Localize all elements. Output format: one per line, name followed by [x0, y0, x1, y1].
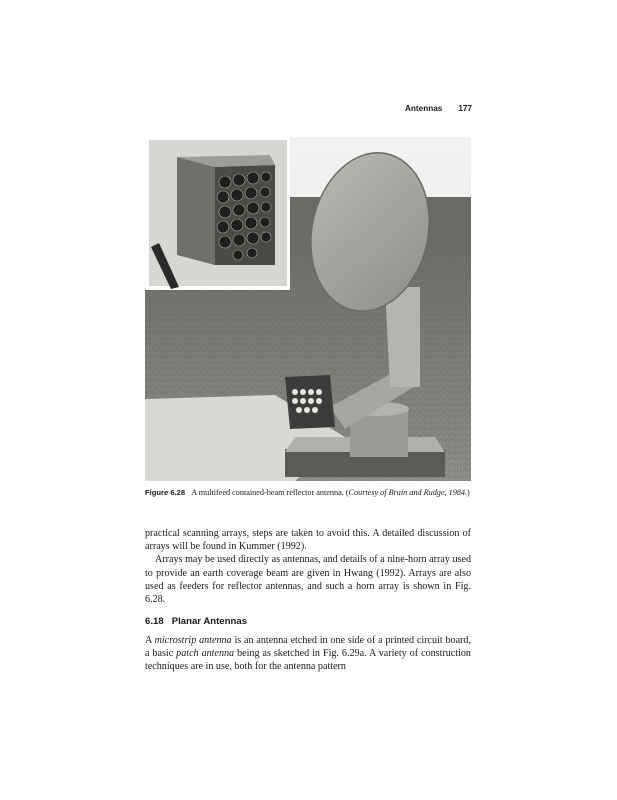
caption-text: A multifeed contained-beam reflector antenna. (	[191, 488, 349, 497]
term-microstrip-antenna: microstrip antenna	[154, 635, 232, 646]
running-title: Antennas	[405, 104, 443, 113]
figure-caption	[145, 487, 471, 498]
paragraph: Arrays may be used directly as antennas, and details of a nine-horn array used to provide an earth coverage beam are given in Hwang (1992). Arrays are also used as feeders for reflector antennas, and such a horn array is shown in Fig. 6.28.	[145, 554, 471, 606]
page-number: 177	[458, 104, 472, 113]
reflector-antenna-photo	[145, 137, 471, 481]
paragraph	[145, 634, 471, 674]
figure-label: Figure 6.28	[145, 488, 186, 497]
term-patch-antenna: patch antenna	[176, 648, 235, 660]
section-number: 6.18	[145, 616, 164, 627]
caption-credit: Courtesy of Brain and Rudge, 1984.	[348, 488, 468, 497]
body-text	[145, 527, 471, 606]
paragraph: practical scanning arrays, steps are taken to avoid this. A detailed discussion of arrays will be found in Kummer (1992).	[145, 528, 471, 553]
figure-photo	[145, 137, 471, 481]
text-run: A	[145, 635, 155, 646]
running-header	[405, 104, 472, 113]
section-heading	[145, 616, 471, 627]
section-body	[145, 634, 471, 674]
section-title: Planar Antennas	[171, 616, 248, 627]
text-run: being as sketched in Fig. 6.29a. A variety of construction techniques are in use, both for the antenna pattern	[145, 648, 471, 673]
text-run: is an antenna etched in one side of a printed circuit board, a basic	[145, 635, 471, 660]
caption-close: )	[467, 488, 470, 497]
